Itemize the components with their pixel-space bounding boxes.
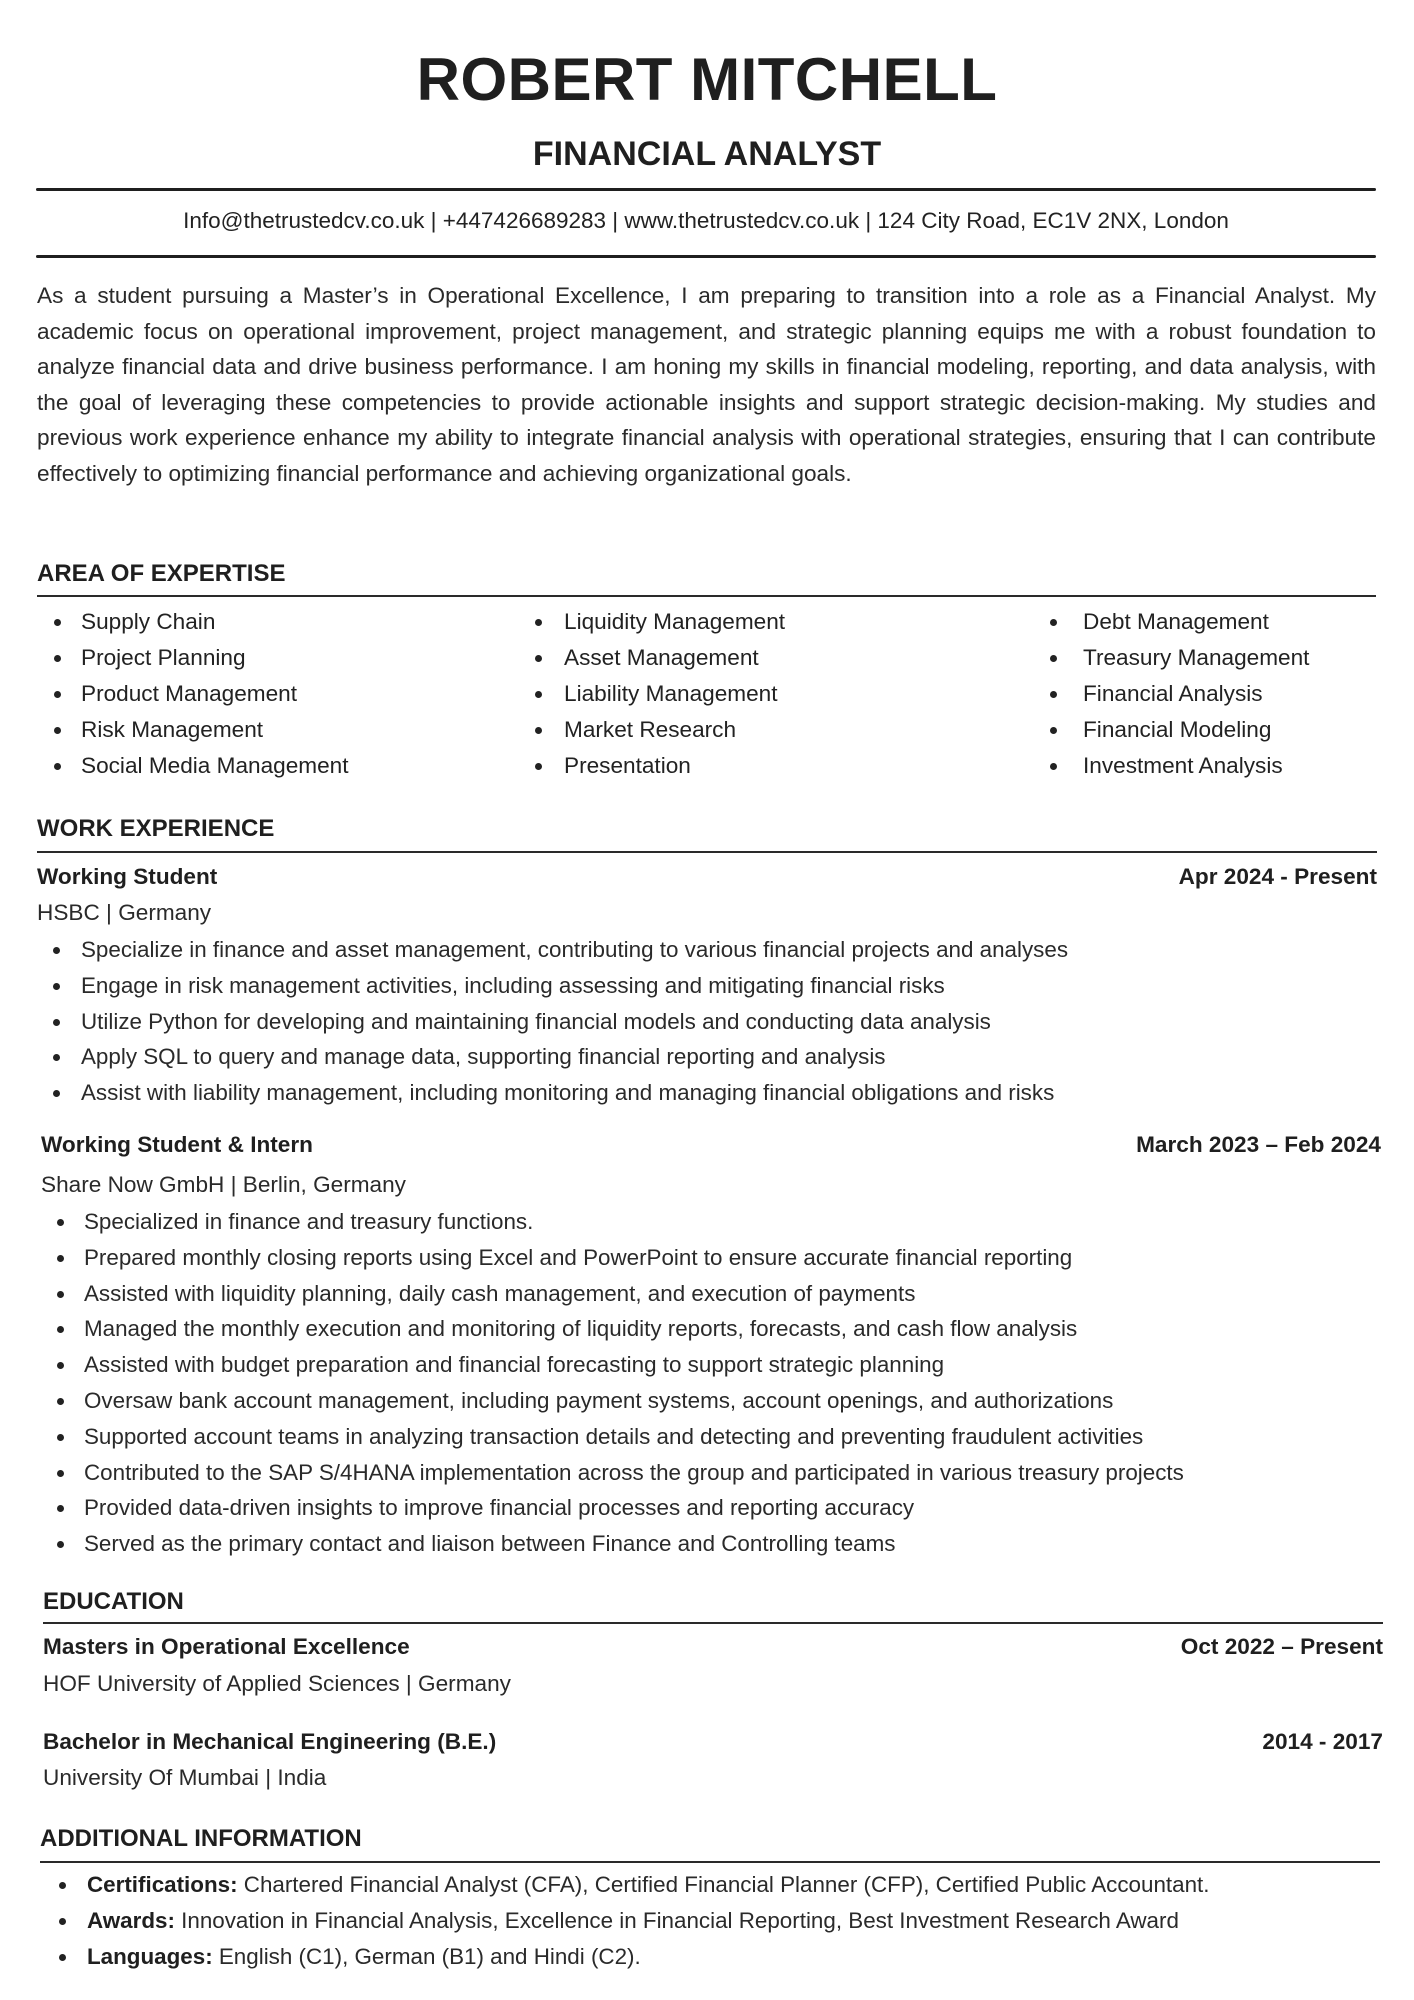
job-bullet: Specialized in finance and treasury functions.	[57, 1204, 1387, 1240]
education-degree: Bachelor in Mechanical Engineering (B.E.)	[43, 1729, 497, 1754]
expertise-item: Debt Management	[1050, 604, 1390, 640]
additional-item-certifications: Certifications: Chartered Financial Analyst (CFA), Certified Financial Planner (CFP), Certified Public Accountant.	[59, 1867, 1389, 1903]
section-divider-expertise	[37, 595, 1376, 597]
job-bullet: Apply SQL to query and manage data, supporting financial reporting and analysis	[53, 1039, 1373, 1075]
job-bullet: Managed the monthly execution and monitoring of liquidity reports, forecasts, and cash flow analysis	[57, 1311, 1387, 1347]
job-bullet: Supported account teams in analyzing transaction details and detecting and preventing fraudulent activities	[57, 1419, 1387, 1455]
bullet-icon	[59, 1882, 66, 1889]
job-bullet: Assisted with budget preparation and financial forecasting to support strategic planning	[57, 1347, 1387, 1383]
expertise-item: Presentation	[535, 748, 1015, 784]
job-bullet: Served as the primary contact and liaison between Finance and Controlling teams	[57, 1526, 1387, 1562]
job-role: Working Student	[37, 864, 218, 889]
bullet-icon	[1050, 763, 1057, 770]
candidate-name: ROBERT MITCHELL	[416, 46, 998, 113]
job-bullet: Assist with liability management, including monitoring and managing financial obligations and risks	[53, 1075, 1373, 1111]
expertise-item: Product Management	[54, 676, 514, 712]
job-bullet: Engage in risk management activities, including assessing and mitigating financial risks	[53, 968, 1373, 1004]
bullet-icon	[1050, 619, 1057, 626]
education-school: HOF University of Applied Sciences | Germany	[43, 1671, 511, 1696]
section-heading-work: WORK EXPERIENCE	[37, 815, 275, 842]
section-divider-additional	[40, 1861, 1380, 1863]
job-bullet: Oversaw bank account management, including payment systems, account openings, and authorizations	[57, 1383, 1387, 1419]
job-bullet: Provided data-driven insights to improve financial processes and reporting accuracy	[57, 1490, 1387, 1526]
bullet-icon	[53, 1019, 60, 1026]
bullet-icon	[1050, 655, 1057, 662]
expertise-item: Market Research	[535, 712, 1015, 748]
bullet-icon	[57, 1434, 64, 1441]
bullet-icon	[57, 1362, 64, 1369]
expertise-item: Asset Management	[535, 640, 1015, 676]
education-dates: Oct 2022 – Present	[1180, 1634, 1383, 1659]
education-header	[43, 1724, 1383, 1760]
section-heading-education: EDUCATION	[43, 1588, 184, 1615]
bullet-icon	[53, 1090, 60, 1097]
header-divider-top	[36, 188, 1376, 191]
job-bullet: Prepared monthly closing reports using Excel and PowerPoint to ensure accurate financial reporting	[57, 1240, 1387, 1276]
profile-summary: As a student pursuing a Master’s in Operational Excellence, I am preparing to transition into a role as a Financial Analyst. My academic focus on operational improvement, project management, and strategic planning equips me with a robust foundation to analyze financial data and drive business performance. I am honing my skills in financial modeling, reporting, and data analysis, with the goal of leveraging these competencies to provide actionable insights and support strategic decision-making. My studies and previous work experience enhance my ability to integrate financial analysis with operational strategies, ensuring that I can contribute effectively to optimizing financial performance and achieving organizational goals.	[37, 283, 1376, 486]
job-dates: March 2023 – Feb 2024	[1136, 1132, 1381, 1157]
job-role: Working Student & Intern	[41, 1132, 313, 1157]
expertise-item: Social Media Management	[54, 748, 514, 784]
bullet-icon	[535, 727, 542, 734]
bullet-icon	[54, 655, 61, 662]
expertise-item: Investment Analysis	[1050, 748, 1390, 784]
additional-item-awards: Awards: Innovation in Financial Analysis, Excellence in Financial Reporting, Best Investment Research Award	[59, 1903, 1389, 1939]
bullet-icon	[57, 1505, 64, 1512]
bullet-icon	[57, 1326, 64, 1333]
job-bullet: Utilize Python for developing and maintaining financial models and conducting data analysis	[53, 1004, 1373, 1040]
expertise-item: Supply Chain	[54, 604, 514, 640]
job-bullet: Contributed to the SAP S/4HANA implementation across the group and participated in various treasury projects	[57, 1455, 1387, 1491]
bullet-icon	[54, 691, 61, 698]
education-school: University Of Mumbai | India	[43, 1765, 327, 1790]
bullet-icon	[59, 1918, 66, 1925]
expertise-item: Project Planning	[54, 640, 514, 676]
bullet-icon	[54, 763, 61, 770]
expertise-column-1	[54, 604, 514, 784]
bullet-icon	[535, 763, 542, 770]
bullet-icon	[59, 1954, 66, 1961]
expertise-item: Financial Analysis	[1050, 676, 1390, 712]
job-bullet: Specialize in finance and asset management, contributing to various financial projects and analyses	[53, 932, 1373, 968]
section-divider-education	[43, 1622, 1383, 1624]
header-divider-bottom	[36, 255, 1376, 258]
job-company: HSBC | Germany	[37, 900, 212, 925]
expertise-item: Liquidity Management	[535, 604, 1015, 640]
expertise-item: Liability Management	[535, 676, 1015, 712]
additional-list	[59, 1867, 1389, 1975]
section-heading-expertise: AREA OF EXPERTISE	[37, 560, 286, 587]
job-header	[41, 1127, 1381, 1163]
job-bullets	[57, 1204, 1387, 1562]
bullet-icon	[53, 1054, 60, 1061]
bullet-icon	[535, 655, 542, 662]
expertise-item: Financial Modeling	[1050, 712, 1390, 748]
education-degree: Masters in Operational Excellence	[43, 1634, 410, 1659]
job-bullet: Assisted with liquidity planning, daily cash management, and execution of payments	[57, 1276, 1387, 1312]
expertise-column-3	[1050, 604, 1390, 784]
expertise-item: Risk Management	[54, 712, 514, 748]
job-header	[37, 859, 1377, 895]
bullet-icon	[1050, 691, 1057, 698]
bullet-icon	[57, 1219, 64, 1226]
bullet-icon	[57, 1398, 64, 1405]
bullet-icon	[535, 619, 542, 626]
bullet-icon	[57, 1470, 64, 1477]
additional-item-languages: Languages: English (C1), German (B1) and Hindi (C2).	[59, 1939, 1389, 1975]
expertise-item: Treasury Management	[1050, 640, 1390, 676]
job-bullets	[53, 932, 1373, 1111]
bullet-icon	[57, 1255, 64, 1262]
education-dates: 2014 - 2017	[1262, 1729, 1383, 1754]
bullet-icon	[54, 727, 61, 734]
contact-line: Info@thetrustedcv.co.uk | +447426689283 | www.thetrustedcv.co.uk | 124 City Road, EC1V 2NX, London	[183, 208, 1229, 233]
expertise-column-2	[535, 604, 1015, 784]
job-dates: Apr 2024 - Present	[1178, 864, 1377, 889]
education-header	[43, 1629, 1383, 1665]
bullet-icon	[57, 1541, 64, 1548]
section-divider-work	[37, 851, 1377, 853]
bullet-icon	[1050, 727, 1057, 734]
job-title: FINANCIAL ANALYST	[532, 135, 882, 173]
bullet-icon	[54, 619, 61, 626]
bullet-icon	[53, 983, 60, 990]
job-company: Share Now GmbH | Berlin, Germany	[41, 1172, 406, 1197]
bullet-icon	[53, 947, 60, 954]
section-heading-additional: ADDITIONAL INFORMATION	[40, 1825, 362, 1852]
bullet-icon	[535, 691, 542, 698]
bullet-icon	[57, 1291, 64, 1298]
